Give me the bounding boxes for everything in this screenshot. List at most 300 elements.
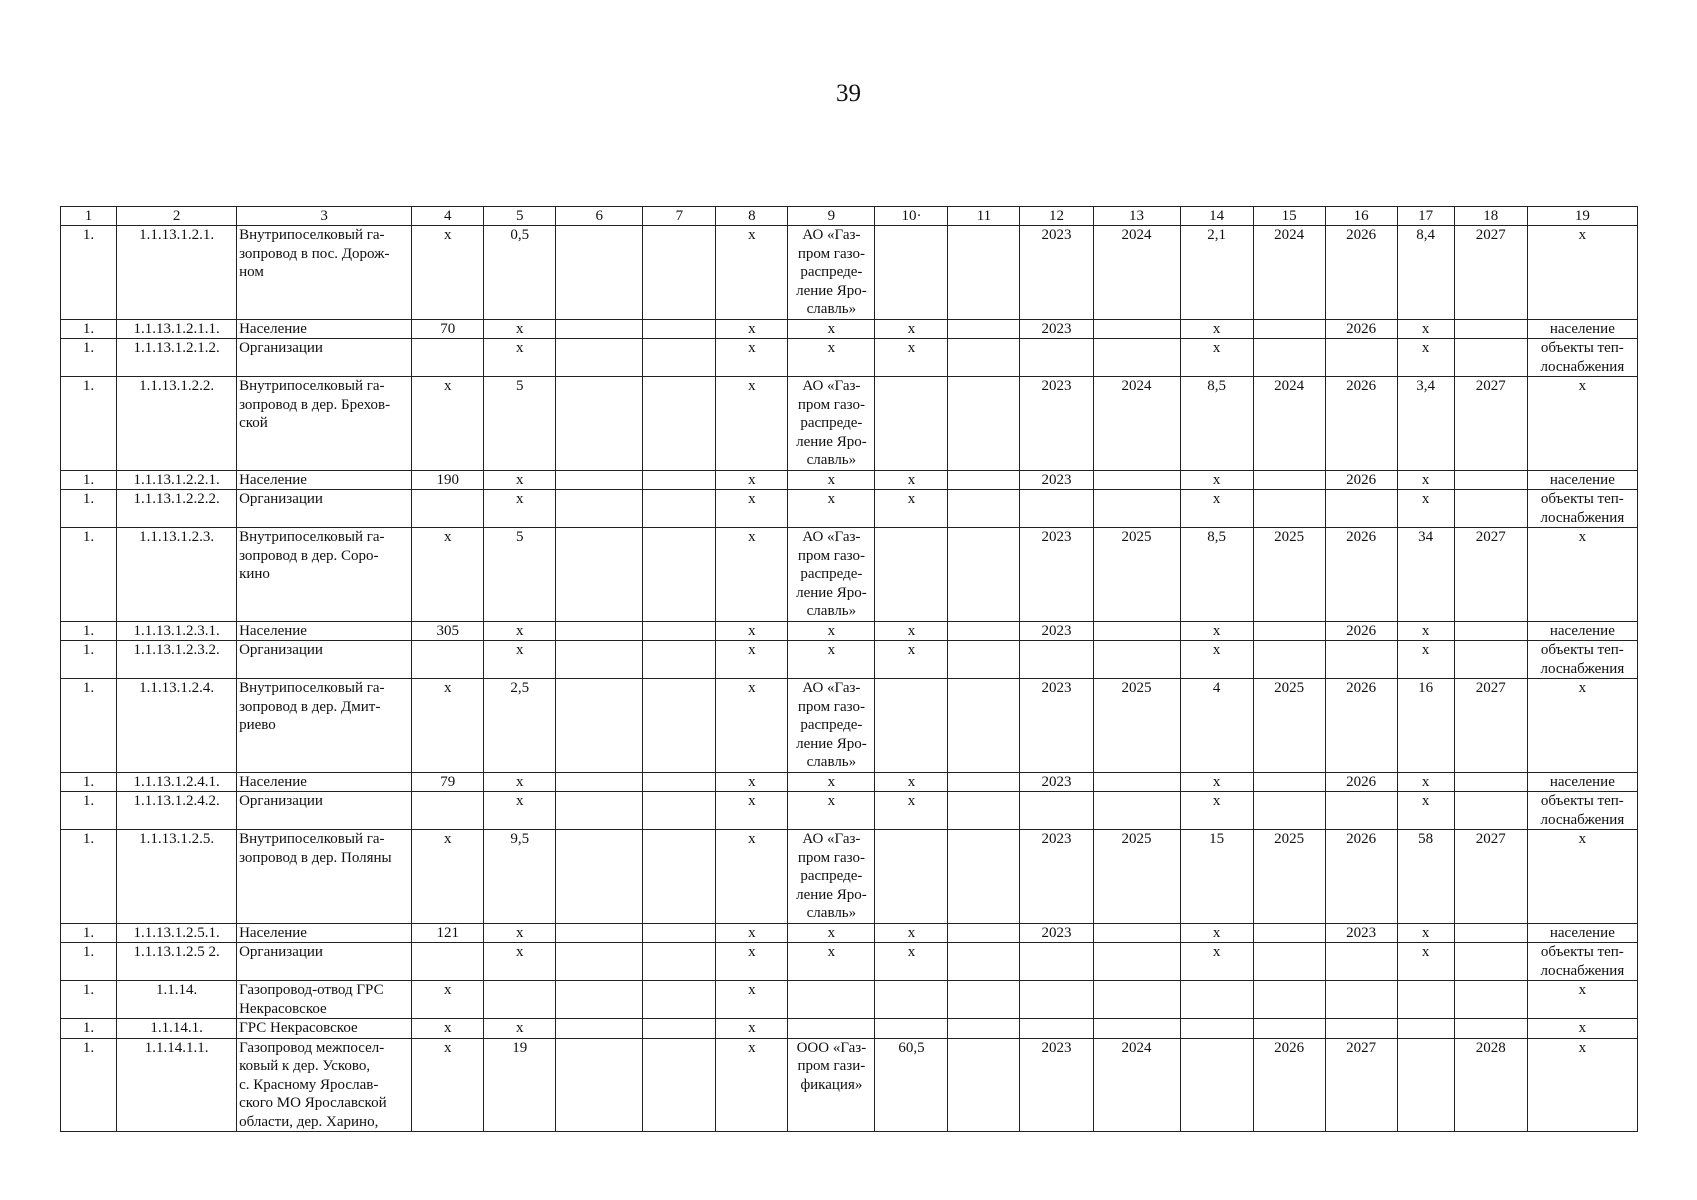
table-cell: 8,5 (1180, 528, 1253, 622)
table-cell: 16 (1397, 679, 1454, 773)
table-cell: х (716, 1038, 788, 1132)
table-cell: 2026 (1253, 1038, 1325, 1132)
table-cell (1093, 943, 1180, 981)
table-cell (948, 1038, 1020, 1132)
table-cell: 190 (412, 470, 484, 490)
table-row (61, 943, 1638, 981)
table-cell: х (716, 528, 788, 622)
table-cell (1397, 1019, 1454, 1039)
table-cell: х (788, 490, 875, 528)
table-cell (1093, 1019, 1180, 1039)
table-cell (412, 641, 484, 679)
table-cell: х (484, 621, 556, 641)
table-cell: х (716, 490, 788, 528)
table-cell: Население (237, 470, 412, 490)
table-cell (556, 981, 643, 1019)
table-cell: х (1527, 528, 1637, 622)
table-cell (1093, 641, 1180, 679)
table-cell: 2024 (1093, 1038, 1180, 1132)
table-cell: х (875, 470, 948, 490)
table-cell: 2,5 (484, 679, 556, 773)
table-cell: х (1397, 490, 1454, 528)
table-cell: х (1180, 641, 1253, 679)
table-cell (875, 981, 948, 1019)
table-cell: х (484, 923, 556, 943)
table-cell: х (484, 490, 556, 528)
table-cell: х (1180, 943, 1253, 981)
table-cell (1253, 641, 1325, 679)
table-cell: ГРС Некрасовское (237, 1019, 412, 1039)
table-cell: х (484, 470, 556, 490)
table-row (61, 226, 1638, 320)
table-cell: Организации (237, 490, 412, 528)
table-cell (1454, 621, 1527, 641)
table-cell: 8,4 (1397, 226, 1454, 320)
table-cell: 2026 (1325, 470, 1397, 490)
table-cell (643, 1019, 716, 1039)
table-cell: х (1397, 319, 1454, 339)
table-cell: 2027 (1325, 1038, 1397, 1132)
table-cell: х (716, 679, 788, 773)
table-cell: 2023 (1325, 923, 1397, 943)
table-cell: х (484, 792, 556, 830)
table-cell: х (716, 319, 788, 339)
table-cell: 0,5 (484, 226, 556, 320)
table-cell (948, 792, 1020, 830)
table-cell: х (875, 490, 948, 528)
table-cell: х (875, 943, 948, 981)
table-cell: х (412, 528, 484, 622)
table-cell: 2026 (1325, 226, 1397, 320)
table-cell: АО «Газ- пром газо- распреде- ление Яро- славль» (788, 679, 875, 773)
table-row (61, 772, 1638, 792)
table-cell: х (412, 1038, 484, 1132)
table-cell: х (1397, 621, 1454, 641)
table-cell (643, 679, 716, 773)
table-cell: 2023 (1020, 377, 1093, 471)
table-cell: х (788, 772, 875, 792)
table-cell (1325, 490, 1397, 528)
table-cell: 19 (484, 1038, 556, 1132)
table-cell: х (1180, 772, 1253, 792)
header-row (61, 207, 1638, 226)
table-cell: 34 (1397, 528, 1454, 622)
table-cell: 2023 (1020, 1038, 1093, 1132)
table-cell: Организации (237, 792, 412, 830)
table-cell (556, 621, 643, 641)
table-cell: х (716, 981, 788, 1019)
table-cell: 2023 (1020, 528, 1093, 622)
table-cell: х (1180, 339, 1253, 377)
table-cell: 2024 (1093, 377, 1180, 471)
table-cell (643, 641, 716, 679)
table-cell: 3,4 (1397, 377, 1454, 471)
table-cell (948, 943, 1020, 981)
table-cell: 70 (412, 319, 484, 339)
column-header: 19 (1527, 207, 1637, 226)
table-cell: 1.1.13.1.2.3. (117, 528, 237, 622)
table-cell: 305 (412, 621, 484, 641)
table-cell (643, 1038, 716, 1132)
table-cell: 2,1 (1180, 226, 1253, 320)
column-header: 1 (61, 207, 117, 226)
table-cell (948, 679, 1020, 773)
table-cell (412, 490, 484, 528)
table-cell: 1.1.13.1.2.4.2. (117, 792, 237, 830)
table-cell (1093, 319, 1180, 339)
table-cell (643, 528, 716, 622)
column-header: 9 (788, 207, 875, 226)
table-cell (948, 377, 1020, 471)
table-cell: 15 (1180, 830, 1253, 924)
table-cell (556, 923, 643, 943)
table-cell (1325, 641, 1397, 679)
table-cell: х (412, 1019, 484, 1039)
table-cell (1454, 772, 1527, 792)
table-cell: х (788, 792, 875, 830)
table-cell: 2023 (1020, 923, 1093, 943)
table-cell: 1. (61, 621, 117, 641)
table-cell (1180, 1038, 1253, 1132)
table-cell: 2025 (1093, 679, 1180, 773)
table-cell: х (788, 319, 875, 339)
table-cell: х (1180, 470, 1253, 490)
table-cell: х (716, 772, 788, 792)
column-header: 17 (1397, 207, 1454, 226)
table-cell: 2025 (1253, 679, 1325, 773)
table-cell: х (412, 377, 484, 471)
table-cell (1180, 1019, 1253, 1039)
table-cell: Внутрипоселковый га- зопровод в дер. Соро- кино (237, 528, 412, 622)
table-cell: х (484, 1019, 556, 1039)
table-cell (643, 470, 716, 490)
table-cell: х (1397, 339, 1454, 377)
table-cell: Газопровод-отвод ГРС Некрасовское (237, 981, 412, 1019)
table-cell: х (716, 339, 788, 377)
table-cell: х (788, 641, 875, 679)
table-cell: Внутрипоселковый га- зопровод в дер. Брехов- ской (237, 377, 412, 471)
table-cell: 1. (61, 226, 117, 320)
table-cell (875, 830, 948, 924)
table-cell (948, 226, 1020, 320)
table-cell: х (716, 792, 788, 830)
table-cell: 2023 (1020, 830, 1093, 924)
table-cell (484, 981, 556, 1019)
table-cell (556, 1038, 643, 1132)
table-cell: х (1527, 377, 1637, 471)
table-cell: население (1527, 470, 1637, 490)
table-cell: х (1527, 679, 1637, 773)
table-cell: 2026 (1325, 528, 1397, 622)
table-cell (1253, 981, 1325, 1019)
table-cell: 1.1.13.1.2.4.1. (117, 772, 237, 792)
table-cell (1093, 490, 1180, 528)
column-header: 6 (556, 207, 643, 226)
table-cell: Организации (237, 943, 412, 981)
table-row (61, 621, 1638, 641)
table-cell: 1.1.13.1.2.1. (117, 226, 237, 320)
table-cell: х (412, 981, 484, 1019)
table-cell: 1. (61, 1019, 117, 1039)
table-cell (643, 226, 716, 320)
table-cell: х (1397, 923, 1454, 943)
table-cell (643, 319, 716, 339)
table-cell: 1.1.13.1.2.2.2. (117, 490, 237, 528)
table-cell (556, 319, 643, 339)
table-cell: х (716, 641, 788, 679)
table-cell: х (716, 621, 788, 641)
table-cell (948, 923, 1020, 943)
column-header: 11 (948, 207, 1020, 226)
table-cell: х (1527, 1038, 1637, 1132)
table-cell: х (1180, 923, 1253, 943)
table-cell (1325, 792, 1397, 830)
table-cell: 2027 (1454, 528, 1527, 622)
table-cell (643, 339, 716, 377)
table-cell: 2023 (1020, 319, 1093, 339)
table-cell: х (788, 943, 875, 981)
table-cell: 2023 (1020, 621, 1093, 641)
table-cell (1253, 772, 1325, 792)
table-cell: х (788, 621, 875, 641)
table-cell (1253, 1019, 1325, 1039)
table-row (61, 490, 1638, 528)
table-cell: Население (237, 319, 412, 339)
table-cell (1454, 641, 1527, 679)
table-cell: 9,5 (484, 830, 556, 924)
table-cell: 1.1.13.1.2.2. (117, 377, 237, 471)
table-cell: 2027 (1454, 679, 1527, 773)
table-cell: х (716, 226, 788, 320)
table-cell: 1.1.13.1.2.5 2. (117, 943, 237, 981)
table-cell: х (484, 943, 556, 981)
table-cell (1325, 943, 1397, 981)
table-cell: 2025 (1253, 528, 1325, 622)
table-cell: х (875, 772, 948, 792)
table-cell: х (788, 923, 875, 943)
table-cell: АО «Газ- пром газо- распреде- ление Яро- славль» (788, 528, 875, 622)
table-cell (1325, 1019, 1397, 1039)
table-cell: 1. (61, 772, 117, 792)
table-cell: 2026 (1325, 377, 1397, 471)
table-cell: х (1180, 319, 1253, 339)
table-cell (1325, 339, 1397, 377)
column-header: 10· (875, 207, 948, 226)
table-cell (556, 830, 643, 924)
table-row (61, 1019, 1638, 1039)
table-cell (948, 490, 1020, 528)
table-cell (1253, 319, 1325, 339)
table-cell: 2023 (1020, 470, 1093, 490)
table-cell (1020, 981, 1093, 1019)
table-cell: х (875, 621, 948, 641)
table-cell: 1. (61, 981, 117, 1019)
table-cell (1454, 792, 1527, 830)
table-cell: х (484, 641, 556, 679)
table-cell (643, 377, 716, 471)
table-cell (556, 943, 643, 981)
table-cell: х (412, 226, 484, 320)
table-cell (1454, 1019, 1527, 1039)
table-cell (1397, 1038, 1454, 1132)
table-cell (1253, 621, 1325, 641)
table-row (61, 319, 1638, 339)
table-cell (875, 1019, 948, 1039)
table-cell (875, 679, 948, 773)
table-cell (556, 470, 643, 490)
table-cell: х (875, 319, 948, 339)
table-cell: 1. (61, 528, 117, 622)
table-cell: х (788, 339, 875, 377)
table-cell: х (1397, 943, 1454, 981)
table-cell: х (875, 923, 948, 943)
table-cell: х (716, 943, 788, 981)
table-cell: х (716, 830, 788, 924)
column-header: 16 (1325, 207, 1397, 226)
table-cell (1454, 319, 1527, 339)
table-cell: х (875, 641, 948, 679)
table-cell: Внутрипоселковый га- зопровод в дер. Дмит- риево (237, 679, 412, 773)
table-cell: Внутрипоселковый га- зопровод в дер. Поляны (237, 830, 412, 924)
table-cell: Организации (237, 641, 412, 679)
table-cell: 1. (61, 792, 117, 830)
column-header: 14 (1180, 207, 1253, 226)
table-cell: 1.1.14. (117, 981, 237, 1019)
table-cell (643, 943, 716, 981)
table-cell: х (1397, 792, 1454, 830)
table-cell (948, 1019, 1020, 1039)
table-cell: 1.1.13.1.2.1.2. (117, 339, 237, 377)
table-cell (788, 1019, 875, 1039)
table-cell (1253, 943, 1325, 981)
table-cell: Население (237, 621, 412, 641)
table-cell (1180, 981, 1253, 1019)
table-cell (948, 641, 1020, 679)
table-cell: х (875, 339, 948, 377)
table-cell: Организации (237, 339, 412, 377)
table-cell: 2025 (1093, 528, 1180, 622)
table-cell: 1. (61, 943, 117, 981)
table-row (61, 1038, 1638, 1132)
table-cell: АО «Газ- пром газо- распреде- ление Яро- славль» (788, 226, 875, 320)
table-cell: х (1397, 772, 1454, 792)
table-cell (948, 319, 1020, 339)
table-cell (1020, 792, 1093, 830)
column-header: 4 (412, 207, 484, 226)
table-cell: 1.1.14.1. (117, 1019, 237, 1039)
table-cell: 1. (61, 339, 117, 377)
table-row (61, 923, 1638, 943)
table-cell: 2024 (1253, 377, 1325, 471)
table-cell: 1. (61, 377, 117, 471)
table-cell (643, 830, 716, 924)
column-header: 18 (1454, 207, 1527, 226)
table-row (61, 981, 1638, 1019)
table-cell: 1.1.14.1.1. (117, 1038, 237, 1132)
table-cell: х (1397, 641, 1454, 679)
table-cell: 2026 (1325, 319, 1397, 339)
table-row (61, 528, 1638, 622)
table-cell (1325, 981, 1397, 1019)
table-cell: 1.1.13.1.2.5. (117, 830, 237, 924)
table-cell (875, 226, 948, 320)
table-cell: х (716, 470, 788, 490)
table-cell: 8,5 (1180, 377, 1253, 471)
table-cell: объекты теп- лоснабжения (1527, 792, 1637, 830)
table-cell: х (1527, 830, 1637, 924)
table-cell: х (716, 377, 788, 471)
column-header: 3 (237, 207, 412, 226)
table-cell: 2025 (1253, 830, 1325, 924)
table-cell (1454, 943, 1527, 981)
column-header: 2 (117, 207, 237, 226)
table-cell: 4 (1180, 679, 1253, 773)
table-cell (643, 981, 716, 1019)
table-body (61, 207, 1638, 1132)
table-cell: объекты теп- лоснабжения (1527, 641, 1637, 679)
table-cell (556, 490, 643, 528)
table-cell: 5 (484, 377, 556, 471)
table-cell: объекты теп- лоснабжения (1527, 490, 1637, 528)
table-cell: х (1180, 490, 1253, 528)
table-cell: население (1527, 621, 1637, 641)
table-cell: 60,5 (875, 1038, 948, 1132)
table-cell (1093, 470, 1180, 490)
table-cell: 2026 (1325, 830, 1397, 924)
table-cell (948, 981, 1020, 1019)
table-cell: 1. (61, 923, 117, 943)
table-cell: 1.1.13.1.2.2.1. (117, 470, 237, 490)
table-row (61, 377, 1638, 471)
table-cell (1093, 981, 1180, 1019)
table-cell (948, 830, 1020, 924)
table-cell (948, 621, 1020, 641)
table-cell (1397, 981, 1454, 1019)
table-cell: 1. (61, 830, 117, 924)
table-cell (643, 490, 716, 528)
table-cell (556, 339, 643, 377)
table-cell: 2026 (1325, 772, 1397, 792)
table-cell: х (716, 1019, 788, 1039)
table-cell: 1. (61, 1038, 117, 1132)
table-cell: х (875, 792, 948, 830)
table-cell: население (1527, 772, 1637, 792)
table-cell: Население (237, 923, 412, 943)
table-cell: х (1527, 226, 1637, 320)
table-cell (556, 641, 643, 679)
table-cell (1454, 923, 1527, 943)
data-table (60, 206, 1638, 1132)
table-cell (643, 792, 716, 830)
table-cell: объекты теп- лоснабжения (1527, 339, 1637, 377)
page-number: 39 (836, 80, 861, 107)
column-header: 8 (716, 207, 788, 226)
table-cell: 2023 (1020, 772, 1093, 792)
table-cell: 1. (61, 641, 117, 679)
table-cell: х (1180, 792, 1253, 830)
table-cell (1253, 470, 1325, 490)
table-cell (556, 792, 643, 830)
table-cell (1020, 1019, 1093, 1039)
table-cell (1253, 923, 1325, 943)
table-cell (412, 943, 484, 981)
table-cell: х (788, 470, 875, 490)
column-header: 15 (1253, 207, 1325, 226)
table-cell: население (1527, 319, 1637, 339)
table-cell: х (1397, 470, 1454, 490)
table-cell: 2024 (1253, 226, 1325, 320)
table-cell: х (1180, 621, 1253, 641)
